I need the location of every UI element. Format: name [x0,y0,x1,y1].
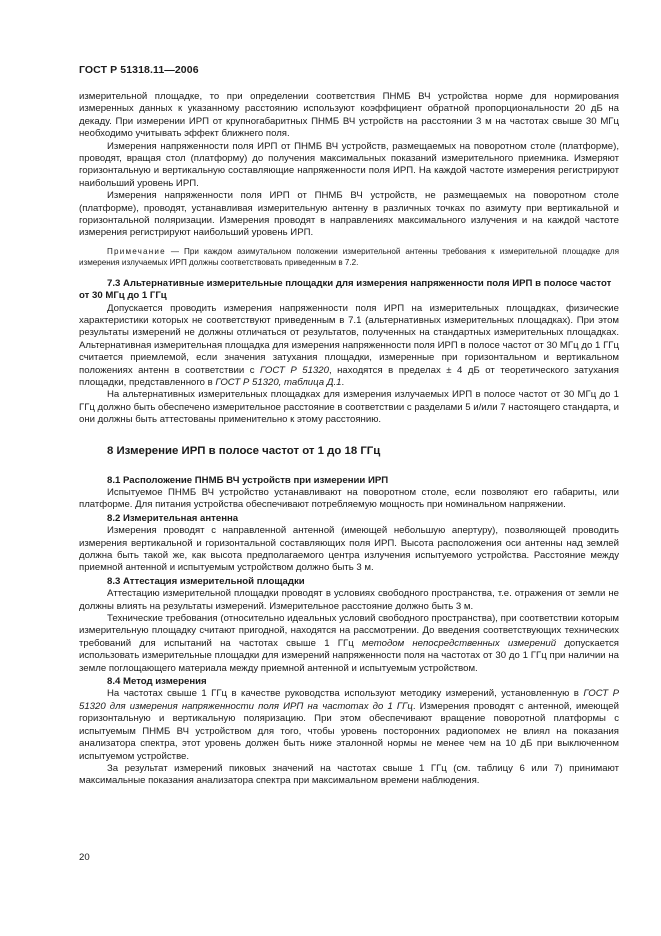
document-body [79,91,619,788]
paragraph-non-rotating: Измерения напряженности поля ИРП от ПНМБ ВЧ устройств, не размещаемых на поворотном столе (платформе), проводят, устанавливая измерительную антенну в различных точках по азимуту при вертикальной и горизонтальной поляризации. Измерения проводят в направлениях максимального излучения и на каждой частоте измерения регистрируют наибольший уровень ИРП. [79,190,619,239]
paragraph-alt-distance: На альтернативных измерительных площадках для измерения излучаемых ИРП в полосе частот от 30 МГц до 1 ГГц должно быть обеспечено измерительное расстояние в соответствии с разделами 5 и/или 7 настоящего стандарта, и они должны быть аттестованы применительно к этому расстоянию. [79,389,620,426]
heading-8-1: 8.1 Расположение ПНМБ ВЧ устройств при измерении ИРП [107,474,389,486]
heading-section-8: 8 Измерение ИРП в полосе частот от 1 до 18 ГГц [107,444,381,457]
paragraph-peak-result: За результат измерений пиковых значений на частотах свыше 1 ГГц (см. таблицу 6 или 7) принимают максимальные показания анализатора спектра при максимальном времени наблюдения. [79,762,619,787]
paragraph-tech-requirements: Технические требования (относительно идеальных условий свободного пространства), при соответствии которым измерительную площадку считают пригодной, находятся на рассмотрении. До введения соответствующих технических требований для испытаний на частотах свыше 1 ГГц методом непосредственных измерений допускается использовать измерительные площадки для измерений напряженности поля на частотах от 30 до 1 ГГц при наличии на земле поглощающего материала между приемной антенной и испытуемым устройством. [79,613,619,674]
heading-8-3: 8.3 Аттестация измерительной площадки [107,575,305,587]
paragraph-site-validation: Аттестацию измерительной площадки проводят в условиях свободного пространства, т.е. отражения от земли не должны влиять на результаты измерений. Измерительное расстояние должно быть 3 м. [79,588,619,612]
note-label: Примечание [107,246,166,256]
note [79,247,619,269]
note-text: — При каждом азимутальном положении измерительной антенны требования к измерительной площадке для измерения излучаемых ИРП должны соответствовать приведенным в 7.2. [79,246,619,267]
heading-8-4: 8.4 Метод измерения [107,676,207,688]
paragraph-antenna: Измерения проводят с направленной антенной (имеющей небольшую апертуру), позволяющей проводить измерения вертикальной и горизонтальной составляющих поля ИРП. Высота расположения оси антенны над землей должна быть такой же, как высота предполагаемого центра излучения испытуемого устройства. Расстояние между приемной антенной и испытуемым устройством должно быть 3 м. [79,525,619,574]
heading-8-2: 8.2 Измерительная антенна [107,512,239,524]
heading-7-3: 7.3 Альтернативные измерительные площадки для измерения напряженности поля ИРП в полосе частот от 30 МГц до 1 ГГц [79,277,612,302]
document-header: ГОСТ Р 51318.11—2006 [79,64,199,76]
paragraph-placement: Испытуемое ПНМБ ВЧ устройство устанавливают на поворотном столе, если позволяют его габариты, или платформе. Для питания устройства обеспечивают потребляемую мощность при номинальном напряжении. [79,486,619,511]
paragraph-method: На частотах свыше 1 ГГц в качестве руководства используют методику измерений, установленную в ГОСТ Р 51320 для измерения напряженности поля ИРП на частотах до 1 ГГц. Измерения проводят с антенной, имеющей горизонтальную и вертикальную поляризацию. При этом обеспечивают вращение поворотной платформы с испытуемым ПНМБ ВЧ устройством для того, чтобы уровень посторонних радиопомех не влиял на показания анализатора спектра, этот уровень должен быть ниже эталонной нормы не менее чем на 10 дБ при выключенном испытуемом устройстве. [79,688,620,762]
paragraph-alt-sites: Допускается проводить измерения напряженности поля ИРП на измерительных площадках, физические характеристики которых не соответствуют приведенным в 7.1 (альтернативных измерительных площадках). При этом результаты измерений не должны отличаться от результатов, полученных на стандартных измерительных площадках. Альтернативная измерительная площадка для измерения напряженности поля ИРП в полосе частот от 30 МГц до 1 ГГц считается приемлемой, если значения затухания площадки, измеренные при горизонтальном и вертикальном положениях антенн в соответствии с ГОСТ Р 51320, находятся в пределах ± 4 дБ от теоретического затухания площадки, представленного в ГОСТ Р 51320, таблица Д.1. [79,302,619,388]
paragraph-rotating-table: Измерения напряженности поля ИРП от ПНМБ ВЧ устройств, размещаемых на поворотном столе (платформе), проводят, вращая стол (платформу) до получения максимальных показаний измерительного приемника. Измеряют горизонтальную и вертикальную составляющие напряженности поля ИРП. На каждой частоте измерения регистрируют наибольший уровень ИРП. [79,140,619,189]
paragraph-continuation: измерительной площадке, то при определении соответствия ПНМБ ВЧ устройства норме для нормирования измеренных данных к указанному расстоянию используют коэффициент обратной пропорциональности 20 дБ на декаду. При измерении ИРП от крупногабаритных ПНМБ ВЧ устройств на расстоянии 3 м на частотах свыше 30 МГц необходимо учитывать эффект ближнего поля. [79,91,619,140]
page-number: 20 [79,852,90,863]
